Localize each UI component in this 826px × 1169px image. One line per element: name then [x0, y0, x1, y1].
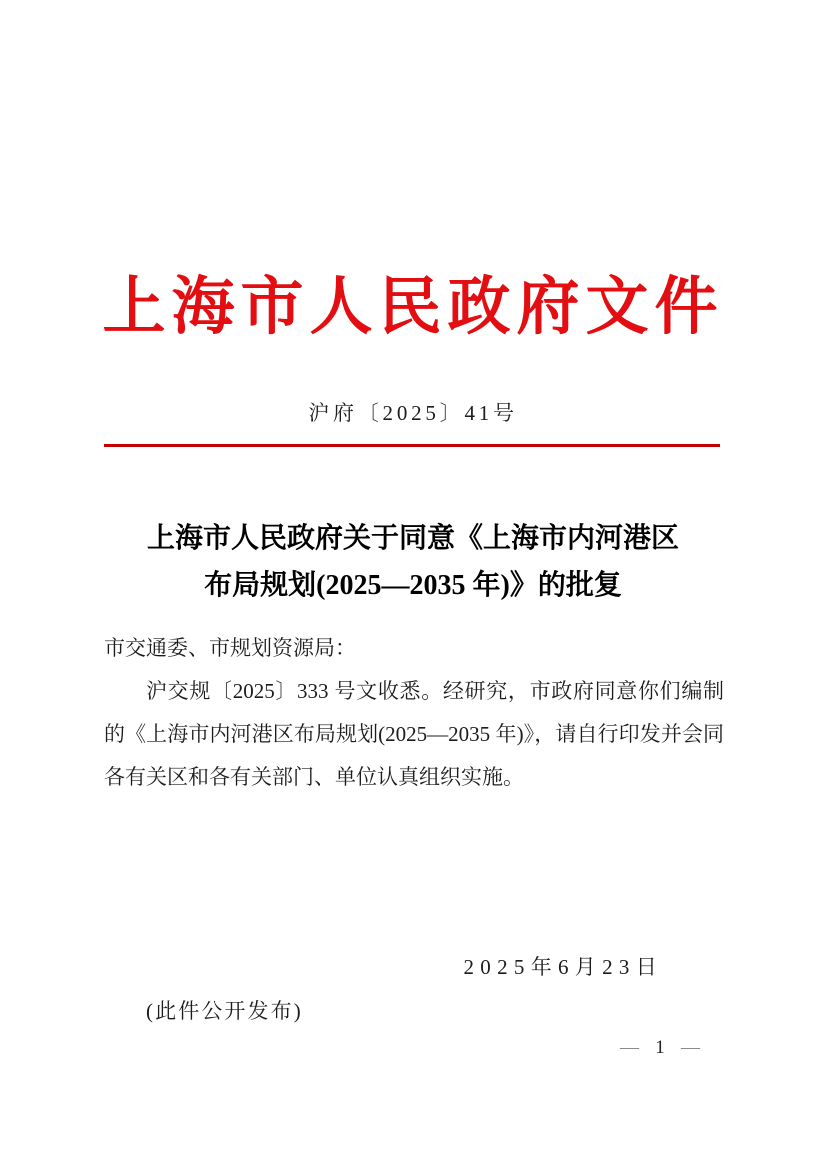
page-number-dash-right: — — [681, 1036, 700, 1058]
salutation: 市交通委、市规划资源局： — [104, 636, 356, 660]
page-number — [620, 1036, 700, 1058]
page-number-value: 1 — [655, 1036, 665, 1058]
document-title — [0, 515, 826, 609]
body-paragraph: 沪交规〔2025〕333 号文收悉。经研究，市政府同意你们编制的《上海市内河港区布局规划(2025—2035 年)》，请自行印发并会同各有关区和各有关部门、单位认真组织实施。 — [104, 679, 724, 789]
document-header-title: 上海市人民政府文件 — [102, 272, 724, 342]
red-divider-line — [104, 444, 720, 447]
document-body — [104, 627, 724, 799]
issue-date: 2025年6月23日 — [463, 955, 663, 979]
page-number-dash-left: — — [620, 1036, 639, 1058]
document-number: 沪府〔2025〕41号 — [308, 401, 518, 425]
publish-note: (此件公开发布) — [146, 999, 303, 1023]
document-title-line2: 布局规划(2025—2035 年)》的批复 — [204, 570, 622, 601]
document-title-line1: 上海市人民政府关于同意《上海市内河港区 — [146, 523, 679, 554]
